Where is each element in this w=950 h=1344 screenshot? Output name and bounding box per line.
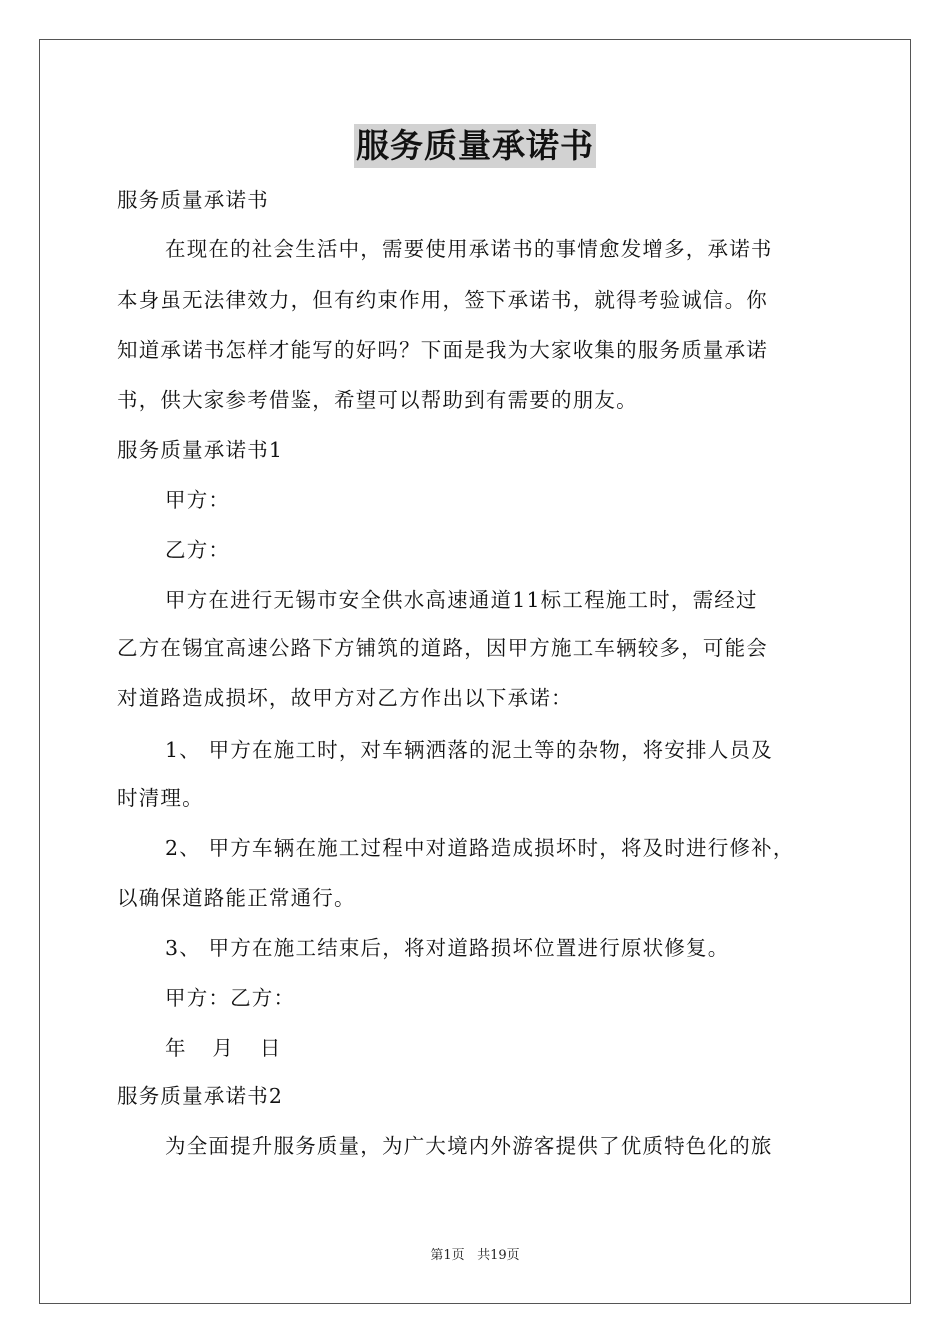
doc-line: 服务质量承诺书 bbox=[117, 188, 269, 212]
doc-line: 乙方在锡宜高速公路下方铺筑的道路，因甲方施工车辆较多，可能会 bbox=[117, 636, 768, 660]
date-line: 年 月 日 bbox=[165, 1036, 282, 1060]
document-title: 服务质量承诺书 bbox=[354, 124, 596, 168]
doc-line: 乙方： bbox=[165, 538, 231, 562]
doc-line: 1、 甲方在施工时，对车辆洒落的泥土等的杂物，将安排人员及 bbox=[165, 738, 773, 762]
section-heading: 服务质量承诺书2 bbox=[117, 1084, 284, 1108]
doc-line: 本身虽无法律效力，但有约束作用，签下承诺书，就得考验诚信。你 bbox=[117, 288, 768, 312]
doc-line: 甲方： bbox=[165, 488, 231, 512]
doc-line: 甲方在进行无锡市安全供水高速通道11标工程施工时，需经过 bbox=[165, 588, 758, 612]
doc-line: 3、 甲方在施工结束后，将对道路损坏位置进行原状修复。 bbox=[165, 936, 730, 960]
page-number: 第1页 bbox=[430, 1248, 465, 1263]
page-total: 共19页 bbox=[477, 1248, 520, 1263]
title-container bbox=[0, 124, 950, 168]
doc-line: 知道承诺书怎样才能写的好吗？下面是我为大家收集的服务质量承诺 bbox=[117, 338, 768, 362]
doc-line: 在现在的社会生活中，需要使用承诺书的事情愈发增多，承诺书 bbox=[165, 237, 773, 261]
doc-line: 时清理。 bbox=[117, 786, 204, 810]
doc-line: 对道路造成损坏，故甲方对乙方作出以下承诺： bbox=[117, 686, 573, 710]
signature-line: 甲方：乙方： bbox=[165, 986, 296, 1010]
doc-line: 为全面提升服务质量，为广大境内外游客提供了优质特色化的旅 bbox=[165, 1134, 773, 1158]
page-footer bbox=[0, 1248, 950, 1264]
doc-line: 书，供大家参考借鉴，希望可以帮助到有需要的朋友。 bbox=[117, 388, 638, 412]
section-heading: 服务质量承诺书1 bbox=[117, 438, 284, 462]
page-frame bbox=[39, 39, 911, 1304]
doc-line: 以确保道路能正常通行。 bbox=[117, 886, 356, 910]
doc-line: 2、 甲方车辆在施工过程中对道路造成损坏时，将及时进行修补， bbox=[165, 836, 795, 860]
